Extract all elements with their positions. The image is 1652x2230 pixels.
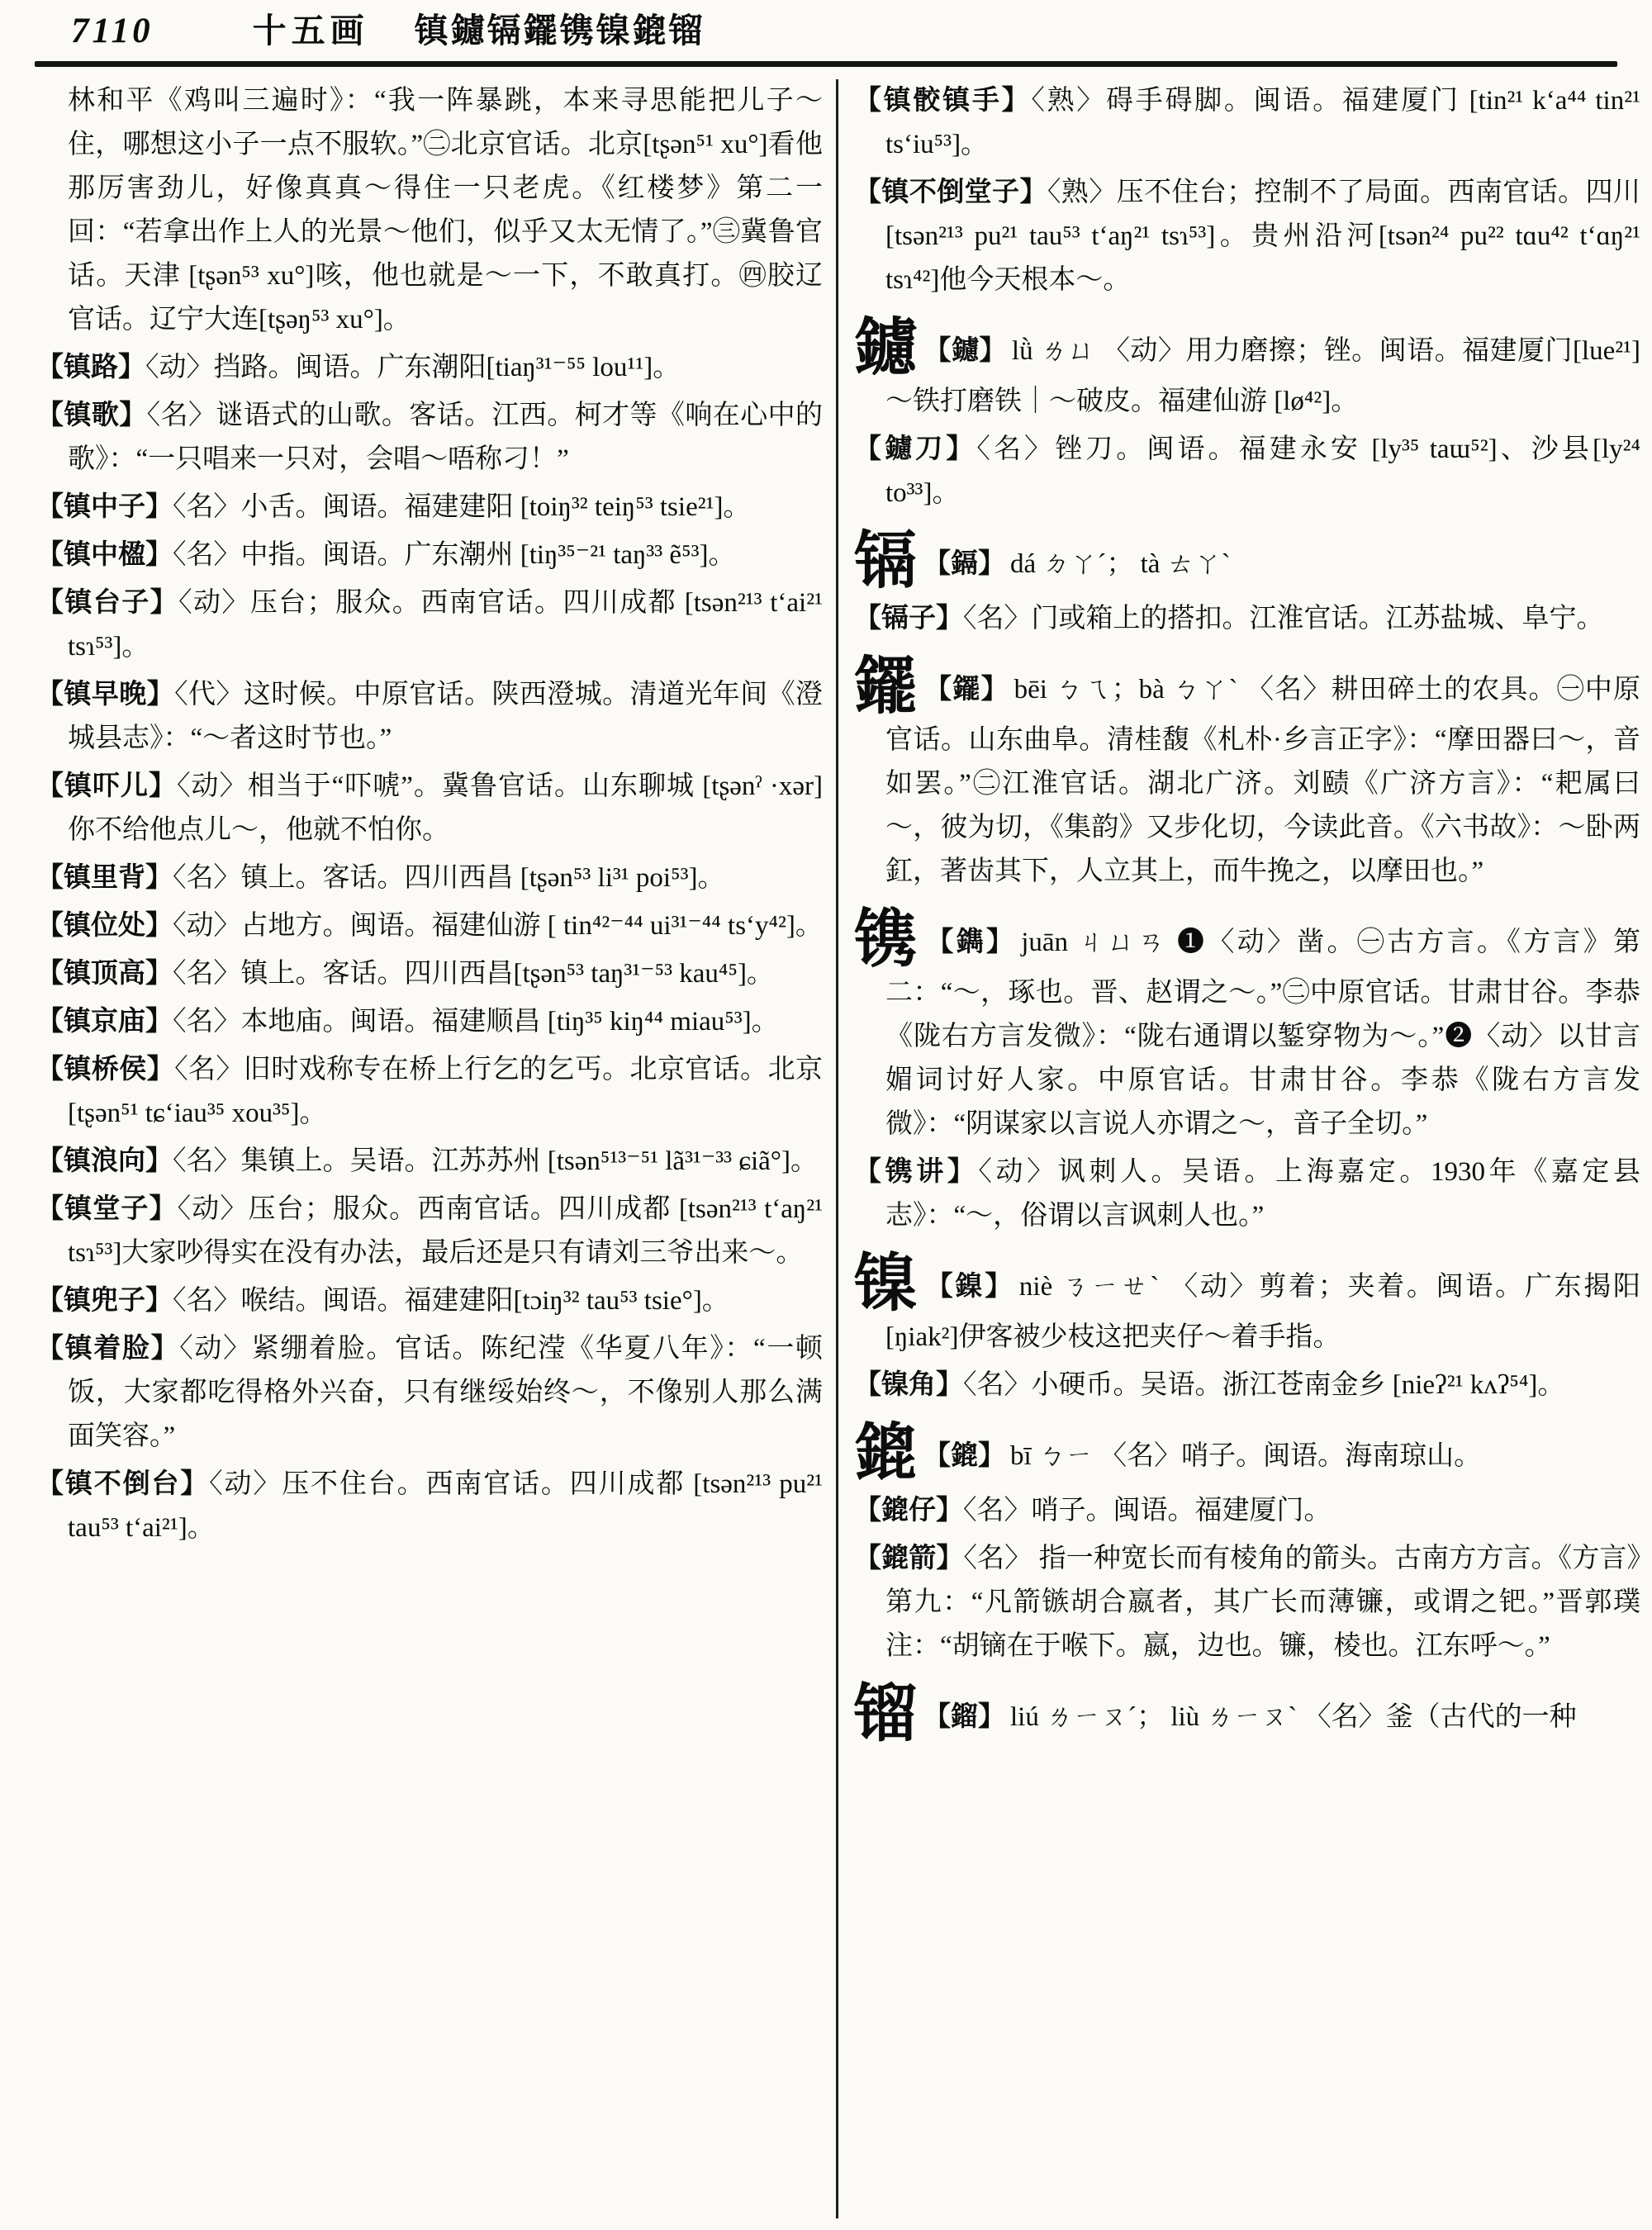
traditional-form: 【䥯】 bbox=[924, 675, 1009, 705]
compound-entry bbox=[36, 1000, 823, 1044]
traditional-form: 【鎦】 bbox=[923, 1702, 1005, 1732]
entry-headword: 【镇位处】 bbox=[36, 911, 173, 941]
entry-body: bēi ㄅㄟ；bà ㄅㄚˋ 〈名〉耕田碎土的农具。㊀中原官话。山东曲阜。清桂馥《札朴·乡言正字》：“摩田器曰～，音如罢。”㊁江淮官话。湖北广济。刘赜《广济方言》：“耙属曰～，彼为切，《集韵》又步化切，今读此音。《六书故》：～卧两釭，著齿其下，人立其上，而牛挽之，以摩田也。” bbox=[885, 675, 1641, 886]
compound-entry bbox=[36, 1140, 823, 1184]
entry-headword: 【镇中楹】 bbox=[36, 540, 173, 570]
header-rule bbox=[35, 61, 1617, 67]
entry-headword: 【鎞仔】 bbox=[854, 1496, 963, 1525]
entry-body: 〈代〉这时候。中原官话。陕西澄城。清道光年间《澄城县志》：“～者这时节也。” bbox=[68, 680, 824, 753]
left-column bbox=[36, 79, 823, 1554]
entry-body: 〈动〉相当于“吓唬”。冀鲁官话。山东聊城 [tʂənˀ ·xər] 你不给他点儿～，他就不怕你。 bbox=[68, 771, 823, 845]
compound-entry bbox=[36, 346, 823, 390]
entry-body: 〈动〉讽刺人。吴语。上海嘉定。1930年《嘉定县志》：“～，俗谓以言讽刺人也。” bbox=[885, 1157, 1641, 1231]
compound-entry bbox=[36, 765, 823, 852]
entry-body: 〈名〉哨子。闽语。福建厦门。 bbox=[963, 1496, 1332, 1525]
entry-headword: 【镇不倒台】 bbox=[36, 1469, 210, 1499]
compound-entry bbox=[36, 1327, 823, 1459]
compound-entry bbox=[36, 856, 823, 900]
compound-entry bbox=[854, 1489, 1640, 1533]
entry-body: 〈名〉 指一种宽长而有棱角的箭头。古南方方言。《方言》第九：“凡箭镞胡合嬴者，其广长而薄镰，或谓之钯。”晋郭璞注：“胡镝在于喉下。嬴，边也。镰，棱也。江东呼～。” bbox=[885, 1544, 1641, 1661]
entry-headword: 【镇歌】 bbox=[36, 401, 147, 430]
traditional-form: 【鎞】 bbox=[923, 1441, 1005, 1471]
entry-headword: 【镇吓儿】 bbox=[36, 771, 178, 801]
compound-entry bbox=[854, 1537, 1640, 1668]
entry-body: lǜ ㄌㄩ 〈动〉用力磨擦；锉。闽语。福建厦门[lue²¹]～铁打磨铁｜～破皮。福建仙游 [lø⁴²]。 bbox=[885, 336, 1641, 416]
character-entry bbox=[854, 527, 1640, 596]
entry-body: 〈熟〉碍手碍脚。闽语。福建厦门 [tin²¹ k‘a⁴⁴ tin²¹ ts‘iu⁵³]。 bbox=[885, 86, 1640, 159]
character-entry bbox=[854, 905, 1641, 1146]
entry-headword: 【镇早晚】 bbox=[36, 680, 175, 709]
entry-body: 〈动〉压台；服众。西南官话。四川成都 [tsən²¹³ t‘ai²¹ tsɿ⁵³]。 bbox=[68, 588, 824, 662]
headword-character: 鎞 bbox=[854, 1419, 917, 1488]
entry-body: 〈熟〉压不住台；控制不了局面。西南官话。四川 [tsən²¹³ pu²¹ tau⁵³ t‘aŋ²¹ tsɿ⁵³]。贵州沿河[tsən²⁴ pu²² tɑu⁴² t‘ɑŋ²¹ tsɿ⁴²]他今天根本～。 bbox=[885, 178, 1641, 295]
entry-body: 〈动〉紧绷着脸。官话。陈纪滢《华夏八年》：“一顿饭，大家都吃得格外兴奋，只有继绥始终～，不像别人那么满面笑容。” bbox=[68, 1334, 823, 1451]
entry-headword: 【镇里背】 bbox=[36, 863, 173, 893]
character-entry bbox=[854, 1419, 1640, 1488]
entry-body: 〈名〉小硬币。吴语。浙江苍南金乡 [nieʔ²¹ kʌʔ⁵⁴]。 bbox=[963, 1370, 1565, 1400]
compound-entry bbox=[854, 1151, 1640, 1238]
right-column bbox=[854, 79, 1640, 1750]
entry-body: 〈名〉本地庙。闽语。福建顺昌 [tiŋ³⁵ kiŋ⁴⁴ miau⁵³]。 bbox=[173, 1007, 779, 1037]
compound-entry bbox=[36, 1188, 823, 1275]
headword-character: 镉 bbox=[854, 527, 917, 596]
compound-entry bbox=[854, 428, 1640, 515]
entry-headword: 【镇路】 bbox=[36, 353, 145, 382]
compound-entry bbox=[854, 597, 1640, 641]
compound-entry bbox=[36, 534, 823, 577]
entry-body: 〈动〉压不住台。西南官话。四川成都 [tsən²¹³ pu²¹ tau⁵³ t‘ai²¹]。 bbox=[68, 1469, 824, 1543]
entry-headword: 【镇骹镇手】 bbox=[854, 86, 1032, 116]
entry-headword: 【镇顶高】 bbox=[36, 959, 173, 989]
compound-entry bbox=[854, 1364, 1640, 1407]
headword-character: 䥯 bbox=[854, 652, 919, 722]
stroke-count-section: 十五画 bbox=[252, 12, 369, 50]
entry-body: 〈名〉门或箱上的搭扣。江淮官话。江苏盐城、阜宁。 bbox=[963, 604, 1604, 633]
entry-body: dá ㄉㄚˊ； tà ㄊㄚˋ bbox=[1010, 549, 1231, 579]
entry-body: 〈名〉锉刀。闽语。福建永安 [ly³⁵ taɯ⁵²]、沙县[ly²⁴ to³³]。 bbox=[885, 434, 1641, 508]
entry-body: 〈名〉喉结。闽语。福建建阳[tɔiŋ³² tau⁵³ tsie°]。 bbox=[173, 1286, 729, 1316]
entry-body: 〈名〉旧时戏称专在桥上行乞的乞丐。北京官话。北京 [tʂən⁵¹ tɕ‘iau³⁵ xou³⁵]。 bbox=[68, 1055, 824, 1128]
column-divider bbox=[836, 79, 838, 2218]
entry-headword: 【镍角】 bbox=[854, 1370, 963, 1400]
entry-body: liú ㄌㄧㄡˊ； liù ㄌㄧㄡˋ 〈名〉釜（古代的一种 bbox=[1010, 1702, 1577, 1732]
traditional-form: 【鐫】 bbox=[926, 928, 1017, 957]
compound-entry bbox=[854, 79, 1640, 167]
entry-body: 〈名〉镇上。客话。四川西昌 [tʂən⁵³ li³¹ poi⁵³]。 bbox=[173, 863, 725, 893]
entry-headword: 【镇着脸】 bbox=[36, 1334, 180, 1364]
traditional-form: 【鎳】 bbox=[925, 1272, 1014, 1302]
compound-entry bbox=[36, 1463, 823, 1550]
section-headwords: 镇鑢镉䥯镌镍鎞镏 bbox=[414, 12, 705, 50]
entry-body: 〈名〉谜语式的山歌。客话。江西。柯才等《响在心中的歌》：“一只唱来一只对，会唱～唔称刁！” bbox=[68, 401, 824, 474]
entry-headword: 【鑢刀】 bbox=[854, 434, 977, 464]
entry-headword: 【镇兜子】 bbox=[36, 1286, 173, 1316]
entry-headword: 【镉子】 bbox=[854, 604, 963, 633]
traditional-form: 【鑢】 bbox=[923, 336, 1007, 366]
character-entry bbox=[854, 652, 1641, 894]
headword-character: 镍 bbox=[854, 1250, 919, 1319]
entry-body: 〈名〉中指。闽语。广东潮州 [tiŋ³⁵⁻²¹ taŋ³³ ẽ⁵³]。 bbox=[173, 540, 736, 570]
entry-body: 〈动〉压台；服众。西南官话。四川成都 [tsən²¹³ t‘aŋ²¹ tsɿ⁵³]大家吵得实在没有办法，最后还是只有请刘三爷出来～。 bbox=[68, 1194, 823, 1268]
entry-body: niè ㄋㄧㄝˋ 〈动〉剪着；夹着。闽语。广东揭阳 [ŋiak²]伊客被少枝这把夹仔～着手指。 bbox=[885, 1272, 1641, 1352]
entry-headword: 【镇浪向】 bbox=[36, 1146, 173, 1176]
headword-character: 镌 bbox=[854, 905, 920, 975]
character-entry bbox=[854, 1680, 1640, 1749]
headword-character: 鑢 bbox=[854, 314, 918, 383]
entry-headword: 【鎞箭】 bbox=[854, 1544, 964, 1573]
entry-body: 〈动〉挡路。闽语。广东潮阳[tiaŋ³¹⁻⁵⁵ lou¹¹]。 bbox=[145, 353, 681, 382]
entry-headword: 【镇京庙】 bbox=[36, 1007, 173, 1037]
compound-entry bbox=[36, 673, 823, 761]
compound-entry bbox=[36, 581, 823, 669]
entry-body: 〈名〉集镇上。吴语。江苏苏州 [tsən⁵¹³⁻⁵¹ lã³¹⁻³³ ɕiã°]。 bbox=[173, 1146, 818, 1176]
entry-headword: 【镇中子】 bbox=[36, 492, 173, 522]
compound-entry bbox=[854, 171, 1640, 302]
compound-entry bbox=[36, 952, 823, 996]
entry-headword: 【镇堂子】 bbox=[36, 1194, 178, 1224]
compound-entry bbox=[36, 486, 823, 529]
entry-body: bī ㄅㄧ 〈名〉哨子。闽语。海南琼山。 bbox=[1010, 1441, 1482, 1471]
entry-body: 〈动〉占地方。闽语。福建仙游 [ tin⁴²⁻⁴⁴ ui³¹⁻⁴⁴ ts‘y⁴²]。 bbox=[173, 911, 823, 941]
entry-body: 〈名〉小舌。闽语。福建建阳 [toiŋ³² teiŋ⁵³ tsie²¹]。 bbox=[173, 492, 751, 522]
entry-headword: 【镌讲】 bbox=[854, 1157, 979, 1187]
entry-body: juān ㄐㄩㄢ ❶〈动〉凿。㊀古方言。《方言》第二：“～，琢也。晋、赵谓之～。”㊁中原官话。甘肃甘谷。李恭《陇右方言发微》：“陇右通谓以錾穿物为～。”❷〈动〉以甘言媚词讨好人家。中原官话。甘肃甘谷。李恭《陇右方言发微》：“阴谋家以言说人亦谓之～，音子全切。” bbox=[885, 928, 1641, 1139]
entry-headword: 【镇桥侯】 bbox=[36, 1055, 175, 1084]
compound-entry bbox=[36, 904, 823, 948]
character-entry bbox=[854, 1250, 1641, 1359]
entry-headword: 【镇台子】 bbox=[36, 588, 179, 618]
continued-entry bbox=[36, 79, 823, 342]
page-header bbox=[71, 12, 1602, 50]
compound-entry bbox=[36, 1048, 823, 1136]
character-entry bbox=[854, 314, 1641, 424]
entry-headword: 【镇不倒堂子】 bbox=[854, 178, 1047, 207]
traditional-form: 【鎘】 bbox=[923, 549, 1005, 579]
headword-character: 镏 bbox=[854, 1680, 917, 1749]
entry-body: 林和平《鸡叫三遍时》：“我一阵暴跳，本来寻思能把儿子～住，哪想这小子一点不服软。”㊁北京官话。北京[tʂən⁵¹ xu°]看他那厉害劲儿，好像真真～得住一只老虎。《红楼梦》第二一回：“若拿出作上人的光景～他们，似乎又太无情了。”㊂冀鲁官话。天津 [tʂən⁵³ xu°]咳，他也就是～一下，不敢真打。㊃胶辽官话。辽宁大连[tʂəŋ⁵³ xu°]。 bbox=[68, 86, 823, 334]
entry-body: 〈名〉镇上。客话。四川西昌[tʂən⁵³ taŋ³¹⁻⁵³ kau⁴⁵]。 bbox=[173, 959, 774, 989]
page-number: 7110 bbox=[71, 12, 154, 50]
compound-entry bbox=[36, 1279, 823, 1323]
compound-entry bbox=[36, 394, 823, 482]
